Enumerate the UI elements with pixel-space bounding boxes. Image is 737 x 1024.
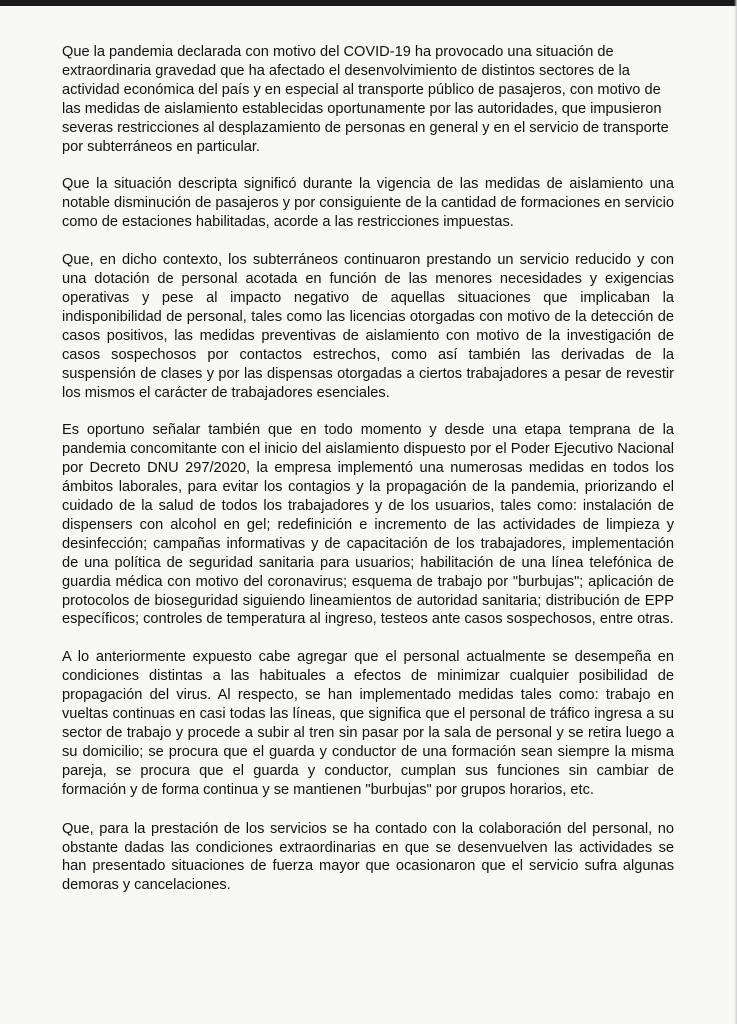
paragraph-personal: A lo anteriormente expuesto cabe agregar que el personal actualmente se desempeña en condiciones distintas a las habituales a efectos de minimizar cualquier posibilidad de propagación del virus. Al respecto, se han implementado medidas tales como: trabajo en vueltas continuas en casi todas las líneas, que significa que el personal de tráfico ingresa a su sector de trabajo y procede a subir al tren sin pasar por la sala de personal y se retira luego a su domicilio; se procura que el guarda y conductor de una formación sean siempre la misma pareja, se procura que el guarda y conductor, cumplan sus funciones sin cambiar de formación y de forma continua y se mantienen "burbujas" por grupos horarios, etc. [62, 649, 674, 798]
scan-top-edge [0, 0, 737, 6]
paragraph-pandemia: Que la pandemia declarada con motivo del COVID-19 ha provocado una situación de extraordinaria gravedad que ha afectado el desenvolvimiento de distintos sectores de la actividad económica del país y en especial al transporte público de pasajeros, con motivo de las medidas de aislamiento establecidas oportunamente por las autoridades, que impusieron severas restricciones al desplazamiento de personas en general y en el servicio de transporte por subterráneos en particular. [62, 44, 669, 155]
paragraph-contexto: Que, en dicho contexto, los subterráneos continuaron prestando un servicio reducido y con una dotación de personal acotada en función de las menores necesidades y exigencias operativas y pese al impacto negativo de aquellas situaciones que implicaban la indisponibilidad de personal, tales como las licencias otorgadas con motivo de la detección de casos positivos, las medidas preventivas de aislamiento con motivo de la investigación de casos sospechosos por contactos estrechos, como así también las derivadas de la suspensión de clases y por las dispensas otorgadas a ciertos trabajadores a pesar de revestir los mismos el carácter de trabajadores esenciales. [62, 252, 674, 401]
paragraph-prestacion: Que, para la prestación de los servicios se ha contado con la colaboración del personal, no obstante dadas las condiciones extraordinarias en que se desenvuelven las actividades se han presentado situaciones de fuerza mayor que ocasionaron que el servicio sufra algunas demoras y cancelaciones. [62, 820, 674, 894]
paragraph-situacion: Que la situación descripta significó durante la vigencia de las medidas de aislamiento una notable disminución de pasajeros y por consiguiente de la cantidad de formaciones en servicio como de estaciones habilitadas, acorde a las restricciones impuestas. [62, 176, 674, 231]
paragraph-medidas: Es oportuno señalar también que en todo momento y desde una etapa temprana de la pandemia concomitante con el inicio del aislamiento dispuesto por el Poder Ejecutivo Nacional por Decreto DNU 297/2020, la empresa implementó una numerosas medidas en todos los ámbitos laborales, para evitar los contagios y la propagación de la pandemia, priorizando el cuidado de la salud de todos los trabajadores y de los usuarios, tales como: instalación de dispensers con alcohol en gel; redefinición e incremento de las actividades de limpieza y desinfección; campañas informativas y de capacitación de los trabajadores, implementación de una política de seguridad sanitaria para usuarios; habilitación de una línea telefónica de guardia médica con motivo del coronavirus; esquema de trabajo por "burbujas"; aplicación de protocolos de bioseguridad siguiendo lineamientos de autoridad sanitaria; distribución de EPP específicos; controles de temperatura al ingreso, testeos ante casos sospechosos, entre otras. [62, 422, 674, 628]
document-body [62, 43, 674, 914]
